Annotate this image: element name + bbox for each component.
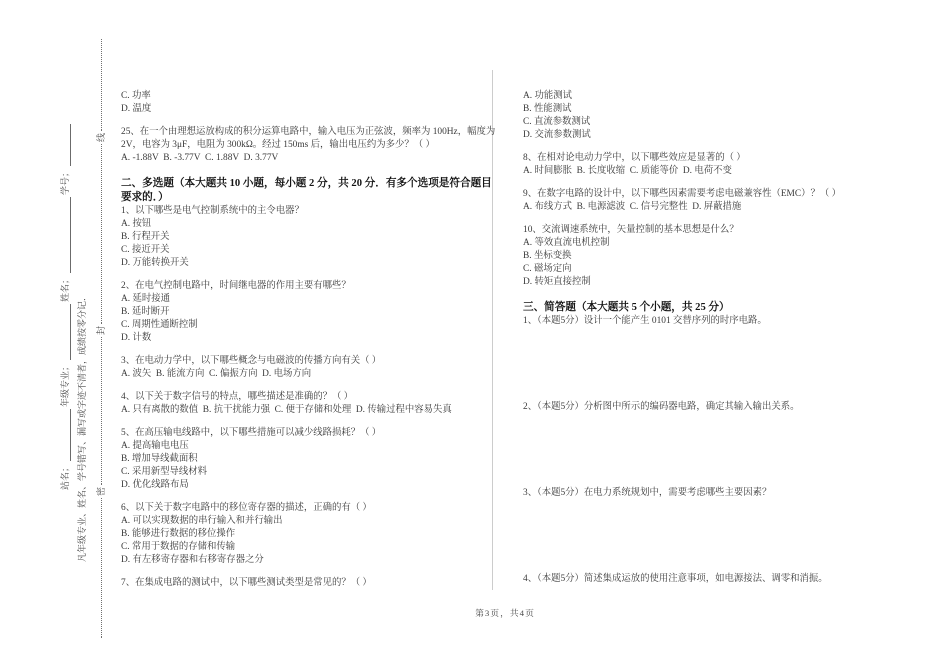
section-header: 二、多选题（本大题共 10 小题，每小题 2 分，共 20 分．有多个选项是符合题目 bbox=[121, 178, 492, 189]
option-line: D. 转矩直接控制 bbox=[523, 277, 591, 287]
seal-warning-text: 凡年级专业、姓名、学号错写、漏写或字迹不清者，成绩按零分记． bbox=[77, 291, 87, 562]
question-text: 2、（本题5分）分析图中所示的编码器电路，确定其输入输出关系。 bbox=[523, 402, 800, 412]
question-text: 5、在高压输电线路中，以下哪些措施可以减少线路损耗？（ ） bbox=[121, 428, 382, 438]
option-line: B. 能够进行数据的移位操作 bbox=[121, 529, 236, 539]
option-line: D. 万能转换开关 bbox=[121, 258, 189, 268]
field-label-site: 站名； bbox=[60, 462, 70, 490]
seal-leader bbox=[101, 498, 102, 638]
field-blank-grade-major bbox=[68, 304, 71, 360]
question-text: 4、以下关于数字信号的特点，哪些描述是准确的？（ ） bbox=[121, 392, 354, 402]
option-line: B. 行程开关 bbox=[121, 232, 170, 242]
seal-leader bbox=[101, 337, 102, 485]
field-blank-name bbox=[68, 197, 71, 273]
seal-char-xian: 线 bbox=[96, 132, 106, 142]
seal-leader bbox=[101, 39, 102, 131]
question-text-cont: 2V，电容为 3μF，电阻为 300kΩ。经过 150ms 后，输出电压约为多少？（ ） bbox=[121, 140, 435, 150]
option-line: C. 采用新型导线材料 bbox=[121, 467, 207, 477]
option-line: A. 只有离散的数值 B. 抗干扰能力强 C. 便于存储和处理 D. 传输过程中容易失真 bbox=[121, 405, 452, 415]
option-line: A. 功能测试 bbox=[523, 91, 572, 101]
question-text: 6、以下关于数字电路中的移位寄存器的描述，正确的有（ ） bbox=[121, 503, 372, 513]
page-footer: 第3页，共4页 bbox=[475, 608, 535, 618]
option-line: A. 延时接通 bbox=[121, 294, 170, 304]
option-line: C. 接近开关 bbox=[121, 245, 170, 255]
seal-char-feng: 封 bbox=[96, 325, 106, 335]
section-header: 三、简答题（本大题共 5 个小题，共 25 分） bbox=[523, 302, 730, 313]
field-blank-student-id bbox=[68, 124, 71, 166]
option-line: C. 周期性通断控制 bbox=[121, 320, 198, 330]
field-blank-site bbox=[68, 409, 71, 461]
option-line: C. 功率 bbox=[121, 91, 151, 101]
option-line: D. 优化线路布局 bbox=[121, 480, 189, 490]
question-text: 3、在电动力学中，以下哪些概念与电磁波的传播方向有关（ ） bbox=[121, 356, 382, 366]
option-line: D. 有左移寄存器和右移寄存器之分 bbox=[121, 555, 264, 565]
option-line: B. 坐标变换 bbox=[523, 251, 572, 261]
option-line: A. -1.88V B. -3.77V C. 1.88V D. 3.77V bbox=[121, 153, 279, 163]
question-text: 10、交流调速系统中，矢量控制的基本思想是什么？ bbox=[523, 225, 739, 235]
question-text: 7、在集成电路的测试中，以下哪些测试类型是常见的？（ ） bbox=[121, 578, 372, 588]
student-fields-line bbox=[58, 30, 71, 492]
option-line: C. 常用于数据的存储和传输 bbox=[121, 542, 236, 552]
left-question-column bbox=[121, 90, 496, 590]
question-text: 8、在相对论电动力学中，以下哪些效应是显著的（ ） bbox=[523, 153, 746, 163]
option-line: D. 交流参数测试 bbox=[523, 130, 591, 140]
field-label-student-id: 学号； bbox=[60, 167, 70, 195]
option-line: B. 性能测试 bbox=[523, 104, 572, 114]
option-line: A. 布线方式 B. 电源滤波 C. 信号完整性 D. 屏蔽措施 bbox=[523, 202, 742, 212]
option-line: A. 时间膨胀 B. 长度收缩 C. 质能等价 D. 电荷不变 bbox=[523, 166, 732, 176]
question-text: 25、在一个由理想运放构成的积分运算电路中，输入电压为正弦波，频率为 100Hz，幅度为 bbox=[121, 127, 496, 137]
option-line: D. 计数 bbox=[121, 333, 152, 343]
question-text: 1、以下哪些是电气控制系统中的主令电器？ bbox=[121, 206, 304, 216]
seal-leader bbox=[101, 144, 102, 324]
seal-char-mi: 密 bbox=[96, 486, 106, 496]
option-line: A. 按钮 bbox=[121, 219, 152, 229]
section-header-cont: 要求的．） bbox=[121, 192, 169, 203]
question-text: 2、在电气控制电路中，时间继电器的作用主要有哪些？ bbox=[121, 281, 351, 291]
field-label-name: 姓名； bbox=[60, 274, 70, 302]
question-text: 9、在数字电路的设计中，以下哪些因素需要考虑电磁兼容性（EMC）？（ ） bbox=[523, 189, 841, 199]
question-text: 3、（本题5分）在电力系统规划中，需要考虑哪些主要因素？ bbox=[523, 488, 772, 498]
right-question-column bbox=[523, 90, 895, 586]
question-text: 1、（本题5分）设计一个能产生 0101 交替序列的时序电路。 bbox=[523, 316, 767, 326]
option-line: A. 等效直流电机控制 bbox=[523, 238, 610, 248]
option-line: A. 提高输电电压 bbox=[121, 441, 189, 451]
option-line: B. 增加导线截面积 bbox=[121, 454, 198, 464]
option-line: A. 波矢 B. 能流方向 C. 偏振方向 D. 电场方向 bbox=[121, 369, 312, 379]
option-line: D. 温度 bbox=[121, 104, 152, 114]
field-label-grade-major: 年级专业； bbox=[60, 361, 70, 407]
option-line: C. 直流参数测试 bbox=[523, 117, 591, 127]
question-text: 4、（本题5分）简述集成运放的使用注意事项，如电源接法、调零和消振。 bbox=[523, 574, 828, 584]
option-line: A. 可以实现数据的串行输入和并行输出 bbox=[121, 516, 283, 526]
option-line: B. 延时断开 bbox=[121, 307, 170, 317]
option-line: C. 磁场定向 bbox=[523, 264, 572, 274]
seal-dotted-line bbox=[95, 24, 107, 638]
